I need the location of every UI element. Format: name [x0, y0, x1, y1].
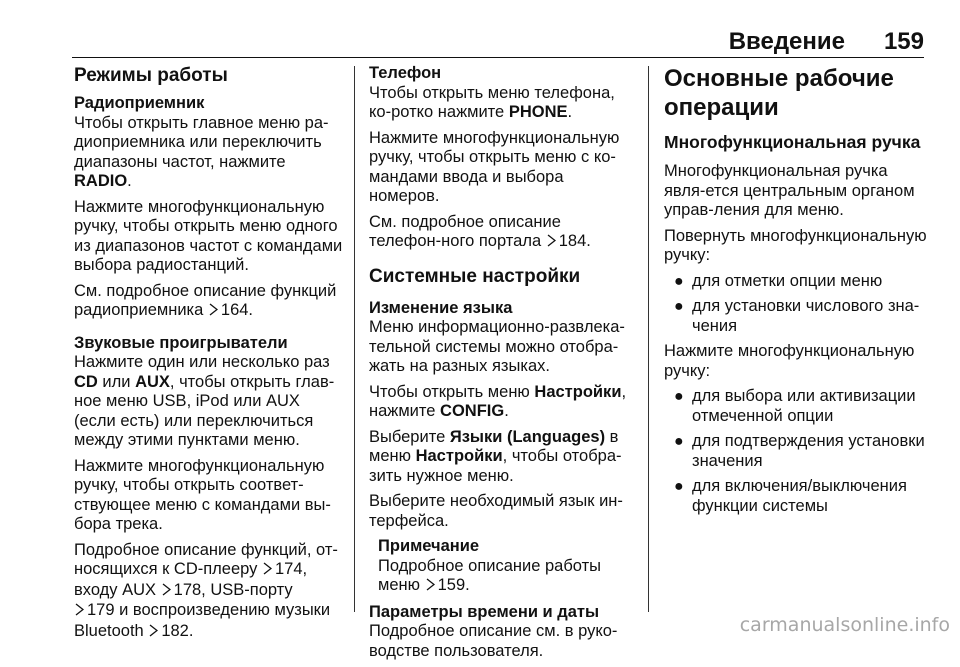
page-reference[interactable]: 164.: [220, 301, 254, 319]
page-number: 159: [883, 28, 924, 55]
time-paragraph-1: Подробное описание см. в руко-водстве пользователя.: [369, 622, 618, 660]
language-title: Изменение языка: [369, 298, 513, 317]
time-title: Параметры времени и даты: [369, 602, 600, 621]
list-item: ● для установки числового зна-чения: [674, 297, 920, 335]
page-reference-icon: [149, 623, 158, 643]
knob-paragraph-2: Повернуть многофункциональную ручку:: [664, 226, 927, 264]
phone-paragraph-2: Нажмите многофункциональную ручку, чтобы открыть меню с ко-мандами ввода и выбора номеров.: [369, 128, 620, 205]
bullet-icon: ●: [674, 388, 684, 405]
phone-title: Телефон: [369, 64, 442, 82]
page-reference-icon: [426, 577, 435, 597]
note-text: Подробное описание работы меню 159.: [378, 557, 637, 597]
players-paragraph-1: Нажмите один или несколько раз CD или AUX, чтобы открыть глав-ное меню USB, iPod или AUX (если есть) или переключиться между этими пунктами меню.: [74, 353, 335, 449]
press-list: [664, 387, 932, 516]
knob-title: Многофункциональная ручка: [664, 132, 921, 152]
page-reference[interactable]: 174,: [274, 560, 308, 578]
language-paragraph-2: Чтобы открыть меню Настройки, нажмите CONFIG.: [369, 382, 627, 420]
page-reference[interactable]: 184.: [558, 232, 591, 250]
note-title: Примечание: [378, 537, 480, 555]
knob-paragraph-1: Многофункциональная ручка явля-ется центральным органом управ-ления для меню.: [664, 162, 915, 219]
section-heading-basic-operations: Основные рабочие операции: [664, 65, 894, 121]
radio-paragraph-2: Нажмите многофункциональную ручку, чтобы открыть меню одного из диапазонов частот с командами выбора радиостанций.: [74, 197, 343, 274]
knob-paragraph-3: Нажмите многофункциональную ручку:: [664, 342, 915, 380]
page-reference[interactable]: 179 и воспроизведению музыки: [87, 601, 331, 619]
list-item: ● для включения/выключения функции системы: [674, 477, 907, 515]
bullet-icon: ●: [674, 433, 684, 450]
header-title: Введение: [728, 28, 845, 55]
bullet-icon: ●: [674, 272, 684, 290]
page-reference-icon: [547, 233, 556, 253]
phone-paragraph-1: Чтобы открыть меню телефона, ко-ротко нажмите PHONE.: [369, 83, 615, 121]
radio-paragraph-1: Чтобы открыть главное меню ра-диоприемника или переключить диапазоны частот, нажмите RADIO.: [74, 113, 329, 190]
page-reference[interactable]: 182.: [161, 621, 194, 640]
players-title: Звуковые проигрыватели: [74, 333, 288, 352]
list-item: ● для подтверждения установки значения: [674, 432, 925, 470]
bullet-icon: ●: [674, 298, 684, 315]
radio-paragraph-3: См. подробное описание функций радиоприемника 164.: [74, 282, 346, 322]
column-3: [664, 64, 932, 522]
page-reference[interactable]: 159.: [437, 576, 470, 594]
page-reference-icon: [263, 561, 272, 581]
header-divider: [72, 57, 924, 58]
bullet-icon: ●: [674, 478, 684, 495]
rotate-list: [664, 272, 932, 337]
note-block: [378, 537, 637, 597]
list-item: ● для выбора или активизации отмеченной опции: [674, 387, 916, 425]
language-paragraph-3: Выберите Языки (Languages) в меню Настройки, чтобы отобра-зить нужное меню.: [369, 427, 622, 485]
page-reference-icon: [209, 302, 218, 322]
section-heading-system: Системные настройки: [369, 265, 581, 287]
section-heading-modes: Режимы работы: [74, 65, 228, 86]
page-reference[interactable]: 178, USB-порту: [173, 580, 293, 599]
column-1: [74, 64, 346, 648]
page-header: [0, 0, 960, 60]
list-item: ● для отметки опции меню: [674, 271, 883, 290]
players-paragraph-3: Подробное описание функций, от-носящихся к CD-плееру 174, входу AUX 178, USB-порту 179 и воспроизведению музыки Bluetooth 182.: [74, 541, 346, 643]
page-reference-icon: [162, 582, 171, 602]
radio-title: Радиоприемник: [74, 94, 205, 112]
column-divider-1: [354, 66, 355, 612]
watermark: carmanualsonline.info: [739, 614, 950, 636]
language-paragraph-4: Выберите необходимый язык ин-терфейса.: [369, 492, 623, 530]
players-paragraph-2: Нажмите многофункциональную ручку, чтобы открыть соответ-ствующее меню с командами вы-бора трека.: [74, 456, 331, 533]
column-2: [369, 64, 637, 667]
phone-paragraph-3: См. подробное описание телефон-ного портала 184.: [369, 213, 637, 253]
page-reference-icon: [75, 602, 84, 622]
language-paragraph-1: Меню информационно-развлека-тельной системы можно отобра-жать на разных языках.: [369, 318, 625, 375]
column-divider-2: [648, 66, 649, 612]
